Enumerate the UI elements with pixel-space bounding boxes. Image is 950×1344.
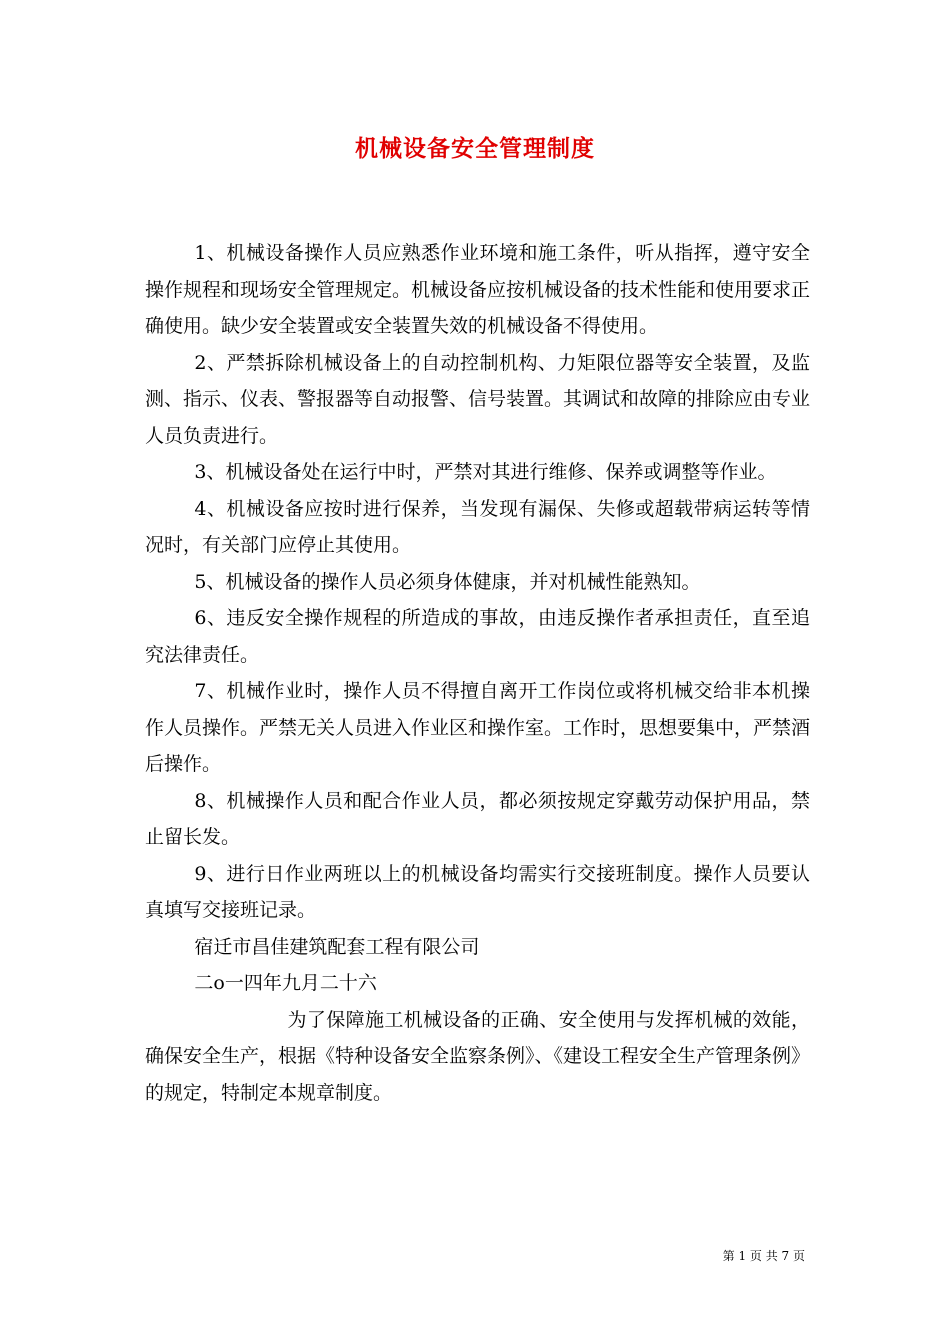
rule-paragraph-8: 8、机械操作人员和配合作业人员，都必须按规定穿戴劳动保护用品，禁止留长发。 (145, 789, 810, 848)
document-body (145, 235, 810, 1111)
rule-paragraph-6: 6、违反安全操作规程的所造成的事故，由违反操作者承担责任，直至追究法律责任。 (145, 607, 810, 666)
rule-paragraph-7: 7、机械作业时，操作人员不得擅自离开工作岗位或将机械交给非本机操作人员操作。严禁无关人员进入作业区和操作室。工作时，思想要集中，严禁酒后操作。 (145, 680, 811, 775)
rule-paragraph-2: 2、严禁拆除机械设备上的自动控制机构、力矩限位器等安全装置，及监测、指示、仪表、警报器等自动报警、信号装置。其调试和故障的排除应由专业人员负责进行。 (145, 351, 811, 447)
page-number: 第 1 页 共 7 页 (722, 1249, 805, 1263)
rule-paragraph-9: 9、进行日作业两班以上的机械设备均需实行交接班制度。操作人员要认真填写交接班记录。 (145, 862, 810, 921)
preamble-paragraph: 为了保障施工机械设备的正确、安全使用与发挥机械的效能，确保安全生产，根据《特种设备安全监察条例》、《建设工程安全生产管理条例》的规定，特制定本规章制度。 (145, 1008, 811, 1104)
rule-paragraph-1: 1、机械设备操作人员应熟悉作业环境和施工条件，听从指挥，遵守安全操作规程和现场安全管理规定。机械设备应按机械设备的技术性能和使用要求正确使用。缺少安全装置或安全装置失效的机械设备不得使用。 (145, 242, 811, 337)
document-date: 二o一四年九月二十六 (194, 972, 377, 994)
rule-paragraph-4: 4、机械设备应按时进行保养，当发现有漏保、失修或超载带病运转等情况时，有关部门应停止其使用。 (145, 497, 810, 556)
rule-paragraph-3: 3、机械设备处在运行中时，严禁对其进行维修、保养或调整等作业。 (194, 461, 777, 483)
document-title: 机械设备安全管理制度 (355, 135, 595, 162)
rule-paragraph-5: 5、机械设备的操作人员必须身体健康，并对机械性能熟知。 (194, 570, 701, 593)
company-name: 宿迁市昌佳建筑配套工程有限公司 (194, 935, 480, 958)
